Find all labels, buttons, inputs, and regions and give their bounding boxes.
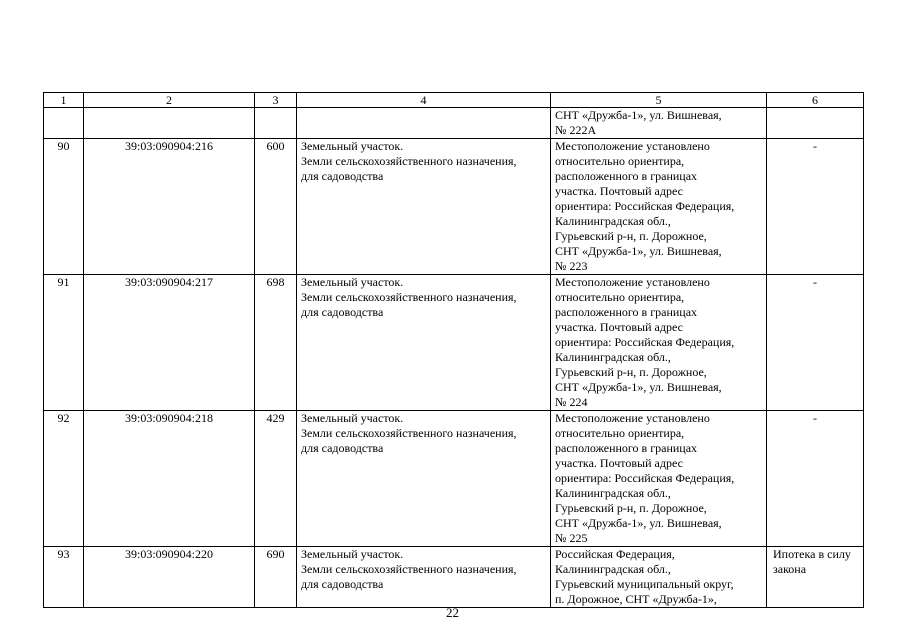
table-header-row <box>44 93 864 108</box>
location-line: № 225 <box>555 531 588 545</box>
column-header-4: 4 <box>297 93 551 108</box>
column-header-5: 5 <box>551 93 767 108</box>
row-number-cell: 91 <box>44 275 84 411</box>
location-line: Калининградская обл., <box>555 214 671 228</box>
location-line: Местоположение установлено <box>555 275 710 289</box>
continuation-cadastral-cell <box>84 108 255 139</box>
cadastral-number-cell: 39:03:090904:216 <box>84 139 255 275</box>
location-line: СНТ «Дружба-1», ул. Вишневая, <box>555 516 722 530</box>
description-line: Земельный участок. <box>301 275 404 289</box>
location-line: Калининградская обл., <box>555 486 671 500</box>
location-line: п. Дорожное, СНТ «Дружба-1», <box>555 592 717 606</box>
location-line: № 222А <box>555 123 597 137</box>
location-line: Калининградская обл., <box>555 350 671 364</box>
location-line: Местоположение установлено <box>555 411 710 425</box>
description-line: Земли сельскохозяйственного назначения, <box>301 426 517 440</box>
column-header-6: 6 <box>767 93 864 108</box>
location-cell <box>551 139 767 275</box>
column-header-2: 2 <box>84 93 255 108</box>
location-cell <box>551 411 767 547</box>
column-header-1: 1 <box>44 93 84 108</box>
location-line: относительно ориентира, <box>555 290 685 304</box>
location-line: Российская Федерация, <box>555 547 675 561</box>
location-line: Гурьевский р-н, п. Дорожное, <box>555 365 707 379</box>
location-line: ориентира: Российская Федерация, <box>555 335 735 349</box>
continuation-description-cell <box>297 108 551 139</box>
encumbrance-cell <box>767 411 864 547</box>
description-line: Земельный участок. <box>301 411 404 425</box>
description-line: для садоводства <box>301 305 384 319</box>
encumbrance-cell <box>767 139 864 275</box>
area-cell: 429 <box>255 411 297 547</box>
area-cell: 698 <box>255 275 297 411</box>
cadastral-number-cell: 39:03:090904:218 <box>84 411 255 547</box>
location-line: участка. Почтовый адрес <box>555 320 683 334</box>
location-line: участка. Почтовый адрес <box>555 184 683 198</box>
location-line: Гурьевский муниципальный округ, <box>555 577 734 591</box>
location-line: ориентира: Российская Федерация, <box>555 471 735 485</box>
description-cell <box>297 275 551 411</box>
location-line: СНТ «Дружба-1», ул. Вишневая, <box>555 380 722 394</box>
location-line: Гурьевский р-н, п. Дорожное, <box>555 229 707 243</box>
location-line: Калининградская обл., <box>555 562 671 576</box>
description-line: для садоводства <box>301 441 384 455</box>
encumbrance-line: - <box>813 411 817 425</box>
location-cell <box>551 547 767 608</box>
column-header-3: 3 <box>255 93 297 108</box>
cadastral-number-cell: 39:03:090904:220 <box>84 547 255 608</box>
row-number-cell: 92 <box>44 411 84 547</box>
continuation-number-cell <box>44 108 84 139</box>
continuation-location-cell <box>551 108 767 139</box>
description-line: Земли сельскохозяйственного назначения, <box>301 290 517 304</box>
continuation-encumbrance-cell <box>767 108 864 139</box>
encumbrance-line: - <box>813 139 817 153</box>
location-line: № 223 <box>555 259 588 273</box>
table-row <box>44 411 864 547</box>
description-line: для садоводства <box>301 169 384 183</box>
location-line: СНТ «Дружба-1», ул. Вишневая, <box>555 108 722 122</box>
description-line: Земельный участок. <box>301 547 404 561</box>
encumbrance-line: закона <box>773 562 807 576</box>
cadastral-number-cell: 39:03:090904:217 <box>84 275 255 411</box>
description-line: Земли сельскохозяйственного назначения, <box>301 154 517 168</box>
area-cell: 690 <box>255 547 297 608</box>
location-line: СНТ «Дружба-1», ул. Вишневая, <box>555 244 722 258</box>
table-row <box>44 139 864 275</box>
location-line: расположенного в границах <box>555 305 698 319</box>
continuation-area-cell <box>255 108 297 139</box>
table-row <box>44 275 864 411</box>
location-line: № 224 <box>555 395 588 409</box>
description-cell <box>297 139 551 275</box>
location-line: Гурьевский р-н, п. Дорожное, <box>555 501 707 515</box>
location-line: относительно ориентира, <box>555 154 685 168</box>
description-line: Земли сельскохозяйственного назначения, <box>301 562 517 576</box>
description-line: Земельный участок. <box>301 139 404 153</box>
location-cell <box>551 275 767 411</box>
encumbrance-line: - <box>813 275 817 289</box>
location-line: Местоположение установлено <box>555 139 710 153</box>
encumbrance-cell <box>767 547 864 608</box>
location-line: расположенного в границах <box>555 441 698 455</box>
description-line: для садоводства <box>301 577 384 591</box>
description-cell <box>297 411 551 547</box>
encumbrance-cell <box>767 275 864 411</box>
land-plots-table <box>43 92 864 608</box>
row-number-cell: 93 <box>44 547 84 608</box>
location-line: расположенного в границах <box>555 169 698 183</box>
location-line: ориентира: Российская Федерация, <box>555 199 735 213</box>
location-line: участка. Почтовый адрес <box>555 456 683 470</box>
encumbrance-line: Ипотека в силу <box>773 547 851 561</box>
page-number: 22 <box>446 605 459 620</box>
description-cell <box>297 547 551 608</box>
area-cell: 600 <box>255 139 297 275</box>
continuation-row <box>44 108 864 139</box>
location-line: относительно ориентира, <box>555 426 685 440</box>
table-row <box>44 547 864 608</box>
row-number-cell: 90 <box>44 139 84 275</box>
